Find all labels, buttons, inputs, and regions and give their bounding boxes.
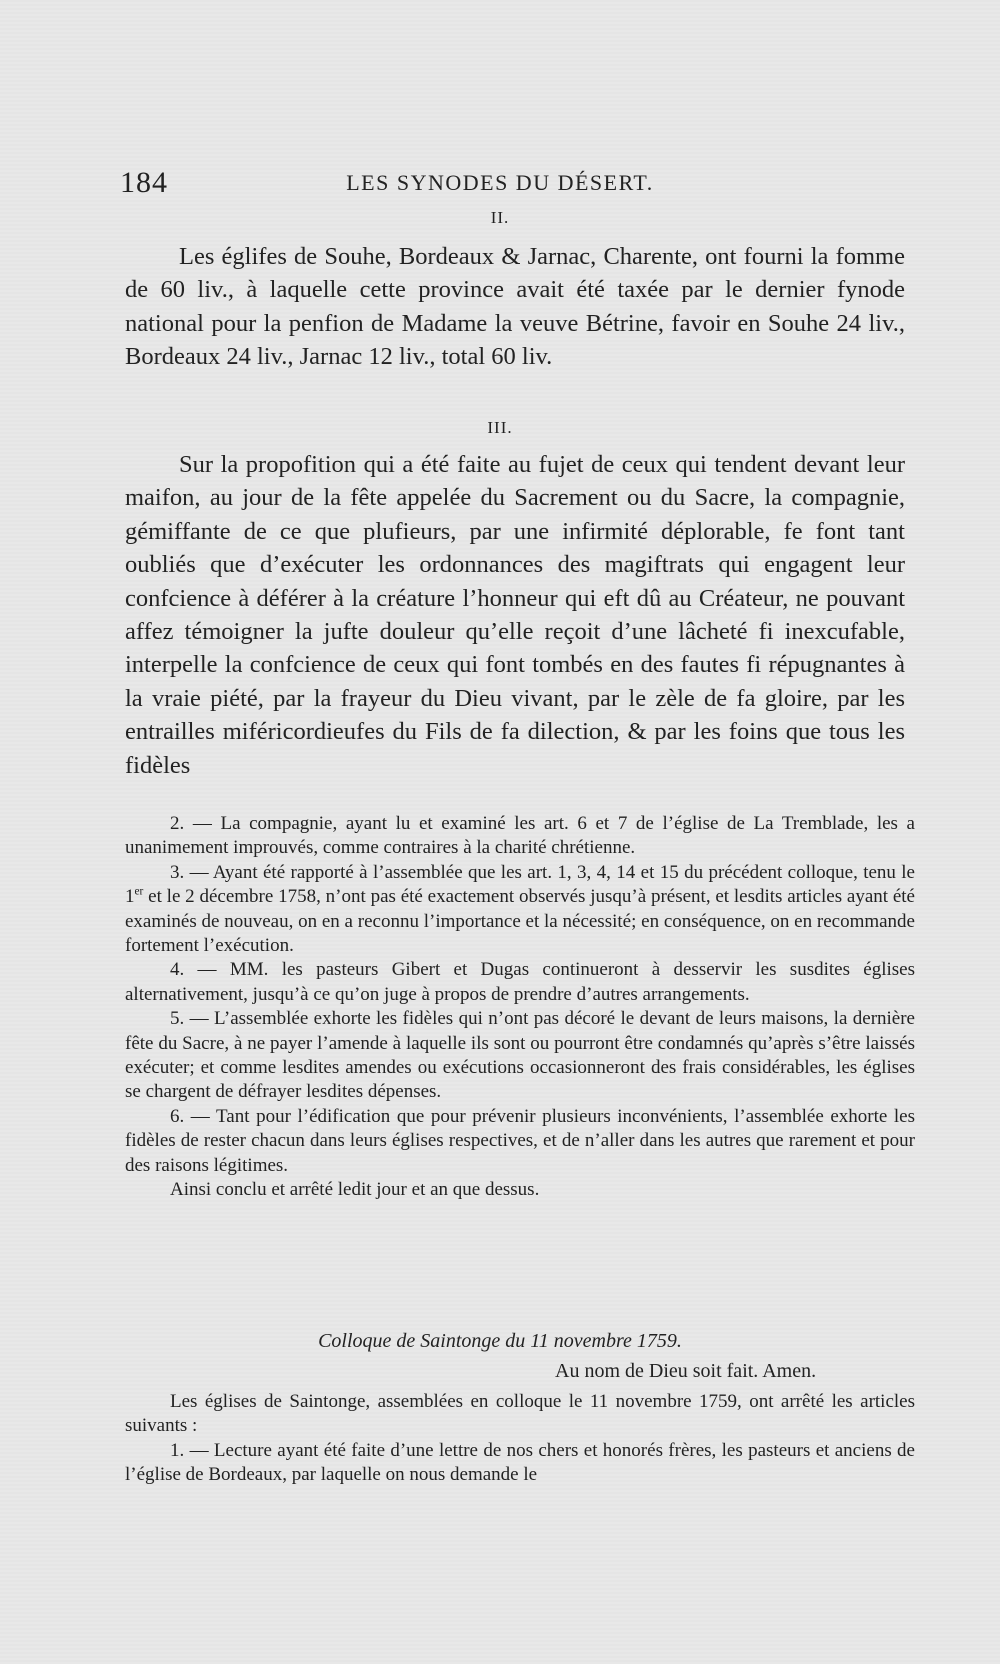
- section-ii-text: [125, 240, 905, 374]
- footnote-3-end: et le 2 décembre 1758, n’ont pas été exactement observés jusqu’à présent, et lesdits articles ayant été examinés de nouveau, on en a reconnu l’importance et la nécessité; en conséquence, on en recommande fortement l’exécution.: [125, 886, 915, 957]
- page-number: 184: [120, 166, 168, 199]
- section-ii-paragraph: Les églifes de Souhe, Bordeaux & Jarnac, Charente, ont fourni la fomme de 60 liv., à laquelle cette province avait été taxée par le dernier fynode national pour la penfion de Madame la veuve Bétrine, favoir en Souhe 24 liv., Bordeaux 24 liv., Jarnac 12 liv., total 60 liv.: [125, 243, 905, 371]
- colloque-invocation: Au nom de Dieu soit fait. Amen.: [555, 1360, 817, 1382]
- colloque-article-1: 1. — Lecture ayant été faite d’une lettre de nos chers et honorés frères, les pasteurs et anciens de l’église de Bordeaux, par laquelle on nous demande le: [125, 1439, 915, 1486]
- footnote-3-superscript: er: [134, 885, 144, 898]
- running-title: LES SYNODES DU DÉSERT.: [346, 170, 654, 195]
- footnote-6: 6. — Tant pour l’édification que pour prévenir plusieurs inconvénients, l’assemblée exhorte les fidèles de rester chacun dans leurs églises respectives, et de n’aller dans les autres que rarement et pour des raisons légitimes.: [125, 1105, 915, 1176]
- footnote-2: 2. — La compagnie, ayant lu et examiné les art. 6 et 7 de l’église de La Tremblade, les a unanimement improuvés, comme contraires à la charité chrétienne.: [125, 813, 915, 859]
- footnote-5: 5. — L’assemblée exhorte les fidèles qui n’ont pas décoré le devant de leurs maisons, la dernière fête du Sacre, à ne payer l’amende à laquelle ils sont ou pourront être condamnés qu’après s’être laissés exécuter; et comme lesdites amendes ou exécutions occasionneront des frais considérables, les églises se chargent de défrayer lesdites dépenses.: [125, 1008, 915, 1103]
- colloque-intro: Les églises de Saintonge, assemblées en colloque le 11 novembre 1759, ont arrêté les articles suivants :: [125, 1391, 915, 1437]
- colloque-body: [125, 1390, 915, 1488]
- section-iii-text: [125, 448, 905, 782]
- footnotes: [125, 812, 915, 1203]
- footnote-3: [125, 861, 915, 959]
- footnote-4: 4. — MM. les pasteurs Gibert et Dugas continueront à desservir les susdites églises alternativement, jusqu’à ce qu’on juge à propos de prendre d’autres arrangements.: [125, 959, 915, 1005]
- section-number-ii: II.: [490, 208, 510, 227]
- footnote-3-start: 3. — Ayant été rapporté à l’assemblée que les art. 1, 3, 4, 14 et 15 du précédent colloque, tenu le 1: [125, 861, 915, 908]
- colloque-title: Colloque de Saintonge du 11 novembre 1759.: [318, 1330, 682, 1352]
- footnote-conclusion: Ainsi conclu et arrêté ledit jour et an que dessus.: [170, 1179, 540, 1201]
- section-iii-paragraph: Sur la propofition qui a été faite au fujet de ceux qui tendent devant leur maifon, au jour de la fête appelée du Sacrement ou du Sacre, la compagnie, gémiffante de ce que plufieurs, par une infirmité déplorable, fe font tant oubliés que d’exécuter les ordonnances des magiftrats qui engagent leur confcience à déférer à la créature l’honneur qui eft dû au Créateur, ne pouvant affez témoigner la jufte douleur qu’elle reçoit d’une lâcheté fi inexcufable, interpelle la confcience de ceux qui font tombés en des fautes fi répugnantes à la vraie piété, par la frayeur du Dieu vivant, par le zèle de fa gloire, par les entrailles miféricordieufes du Fils de fa dilection, & par les foins que tous les fidèles: [125, 451, 905, 779]
- section-number-iii: III.: [487, 418, 513, 437]
